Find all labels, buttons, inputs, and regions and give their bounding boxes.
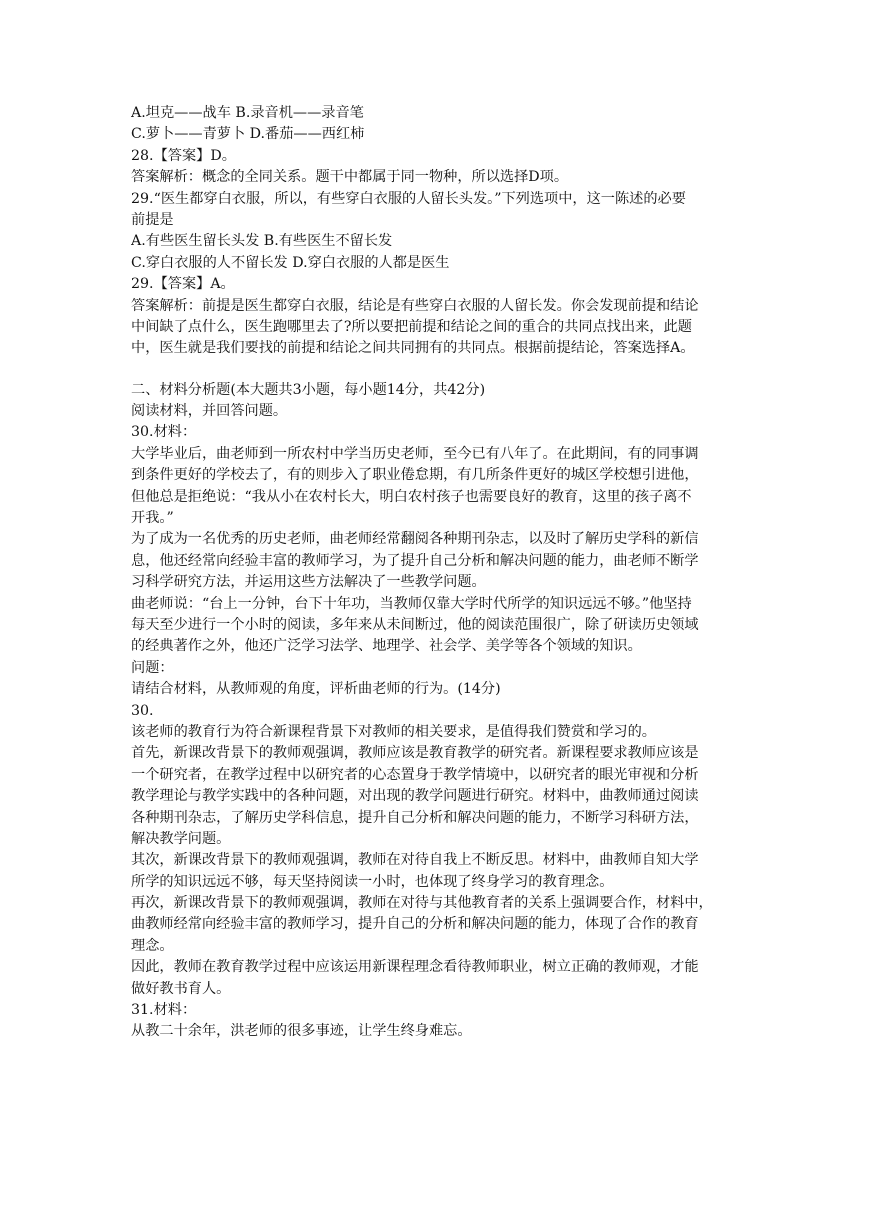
text-line: A.有些医生留长头发 B.有些医生不留长发	[131, 233, 393, 250]
text-line: 因此，教师在教育教学过程中应该运用新课程理念看待教师职业，树立正确的教师观，才能	[131, 959, 699, 976]
text-line: A.坦克——战车 B.录音机——录音笔	[131, 105, 364, 121]
text-line: 问题：	[131, 659, 174, 676]
text-line: 中，医生就是我们要找的前提和结论之间共同拥有的共同点。根据前提结论，答案选择A。	[131, 340, 695, 357]
text-line: 阅读材料，并回答问题。	[131, 403, 288, 420]
text-line: 但他总是拒绝说：“我从小在农村长大，明白农村孩子也需要良好的教育，这里的孩子离不	[131, 488, 692, 505]
document-body	[131, 103, 743, 1043]
text-line: 曲教师经常向经验丰富的教师学习，提升自己的分析和解决问题的能力，体现了合作的教育	[131, 916, 699, 933]
text-line: C.穿白衣服的人不留长发 D.穿白衣服的人都是医生	[131, 254, 450, 271]
text-line: 的经典著作之外，他还广泛学习法学、地理学、社会学、美学等各个领域的知识。	[131, 638, 642, 655]
text-line: 再次，新课改背景下的教师观强调，教师在对待与其他教育者的关系上强调要合作，材料中，	[131, 895, 713, 912]
text-line: 曲老师说：“台上一分钟，台下十年功，当教师仅靠大学时代所学的知识远远不够。”他坚持	[131, 595, 692, 612]
text-line: 习科学研究方法，并运用这些方法解决了一些教学问题。	[131, 574, 486, 591]
text-line: 大学毕业后，曲老师到一所农村中学当历史老师，至今已有八年了。在此期间，有的同事调	[131, 445, 699, 462]
text-line: 理念。	[131, 937, 174, 954]
text-line: 29.【答案】A。	[131, 276, 235, 293]
text-line: 答案解析：前提是医生都穿白衣服，结论是有些穿白衣服的人留长发。你会发现前提和结论	[131, 297, 699, 314]
text-line: 开我。”	[131, 510, 174, 527]
text-line: 请结合材料，从教师观的角度，评析曲老师的行为。(14分)	[131, 681, 501, 698]
text-line: 各种期刊杂志，了解历史学科信息，提升自己分析和解决问题的能力，不断学习科研方法，	[131, 809, 699, 826]
text-line: 解决教学问题。	[131, 830, 231, 847]
text-line: 到条件更好的学校去了，有的则步入了职业倦怠期，有几所条件更好的城区学校想引进他，	[131, 467, 699, 484]
text-line: 答案解析：概念的全同关系。题干中都属于同一物种，所以选择D项。	[131, 169, 569, 186]
text-line: 为了成为一名优秀的历史老师，曲老师经常翻阅各种期刊杂志，以及时了解历史学科的新信	[131, 531, 699, 548]
text-line: 每天至少进行一个小时的阅读，多年来从未间断过，他的阅读范围很广，除了研读历史领域	[131, 616, 699, 633]
text-line: 教学理论与教学实践中的各种问题，对出现的教学问题进行研究。材料中，曲教师通过阅读	[131, 788, 699, 805]
text-line: 所学的知识远远不够，每天坚持阅读一小时，也体现了终身学习的教育理念。	[131, 873, 614, 890]
text-line: 二、材料分析题(本大题共3小题，每小题14分，共42分)	[131, 381, 486, 398]
text-line: 该老师的教育行为符合新课程背景下对教师的相关要求，是值得我们赞赏和学习的。	[131, 723, 656, 740]
text-line: 30.材料：	[131, 424, 197, 441]
text-line: 中间缺了点什么，医生跑哪里去了?所以要把前提和结论之间的重合的共同点找出来，此题	[131, 318, 692, 335]
text-line: 从教二十余年，洪老师的很多事迹，让学生终身难忘。	[131, 1023, 472, 1040]
paragraph-gap	[131, 360, 743, 380]
text-line: 息，他还经常向经验丰富的教师学习，为了提升自己分析和解决问题的能力，曲老师不断学	[131, 552, 699, 569]
text-line: 首先，新课改背景下的教师观强调，教师应该是教育教学的研究者。新课程要求教师应该是	[131, 745, 699, 762]
text-line: 前提是	[131, 211, 174, 228]
text-line: 28.【答案】D。	[131, 147, 236, 164]
text-line: 做好教书育人。	[131, 980, 231, 997]
text-line: 一个研究者，在教学过程中以研究者的心态置身于教学情境中，以研究者的眼光审视和分析	[131, 766, 699, 783]
text-line: 其次，新课改背景下的教师观强调，教师在对待自我上不断反思。材料中，曲教师自知大学	[131, 852, 699, 869]
text-line: 31.材料：	[131, 1002, 197, 1019]
text-line: 29.“医生都穿白衣服，所以，有些穿白衣服的人留长头发。”下列选项中，这一陈述的必要	[131, 190, 686, 207]
text-line: 30.	[131, 702, 154, 719]
text-line: C.萝卜——青萝卜 D.番茄——西红柿	[131, 126, 365, 143]
